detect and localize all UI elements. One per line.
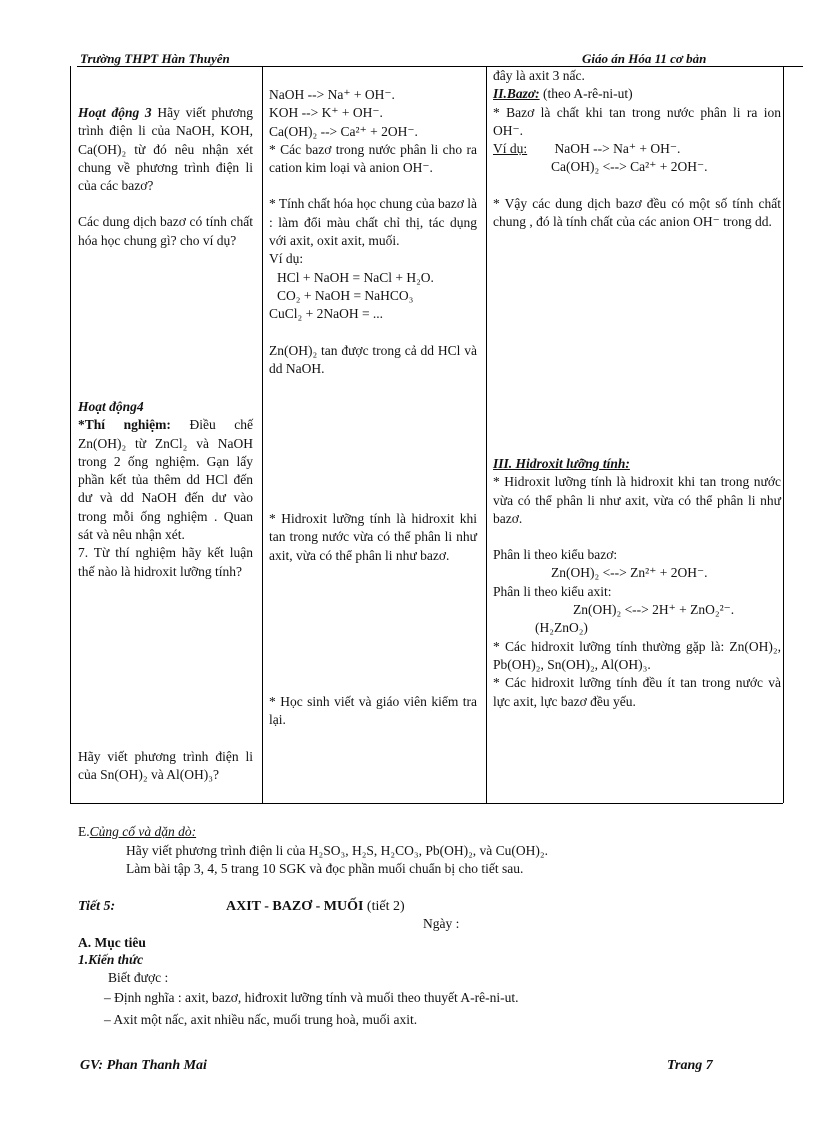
lesson-part: (tiết 2) bbox=[366, 899, 405, 914]
base-example-label: Ví dụ: bbox=[493, 141, 528, 157]
table-border-bottom bbox=[70, 803, 783, 804]
column-teacher-activities-2 bbox=[78, 398, 253, 581]
students-write-note: * Học sinh viết và giáo viên kiểm tra lại. bbox=[269, 694, 477, 728]
note-base-dissociation: * Các bazơ trong nước phân li cho ra cation kim loại và anion OH⁻. bbox=[269, 141, 477, 176]
known-label: Biết được : bbox=[108, 970, 169, 985]
table-border-right bbox=[783, 66, 784, 803]
activity-3 bbox=[78, 104, 253, 195]
header-school: Trường THPT Hàn Thuyên bbox=[80, 51, 230, 66]
question-write-equations: Hãy viết phương trình điện li của Sn(OH)₂ và Al(OH)₃? bbox=[78, 749, 253, 783]
lesson-title: AXIT - BAZƠ - MUỐI bbox=[226, 899, 364, 914]
amphoteric-definition: * Hidroxit lưỡng tính là hidroxit khi tan trong nước vừa có thể phân li như axit, vừa có thể phân li như bazơ. bbox=[493, 474, 781, 526]
section-e-title: Củng cố và dặn dò: bbox=[89, 824, 197, 839]
experiment bbox=[78, 416, 253, 544]
base-definition: * Bazơ là chất khi tan trong nước phân li ra ion OH⁻. bbox=[493, 104, 781, 138]
base-example-1 bbox=[493, 140, 781, 158]
section-e-line-1: Hãy viết phương trình điện li của H₂SO₃, H₂S, H₂CO₃, Pb(OH)₂, và Cu(OH)₂. bbox=[126, 843, 548, 858]
activity-4-title: Hoạt động4 bbox=[78, 399, 144, 414]
experiment-label: *Thí nghiệm: bbox=[78, 417, 171, 433]
example-label: Ví dụ: bbox=[269, 251, 304, 267]
dissociation-base-equation: Zn(OH)₂ <--> Zn²⁺ + 2OH⁻. bbox=[551, 565, 708, 581]
base-equation-1: NaOH --> Na⁺ + OH⁻. bbox=[554, 141, 681, 157]
amphoteric-section bbox=[493, 455, 781, 711]
lesson-number: Tiết 5: bbox=[78, 899, 116, 914]
base-equation-2: Ca(OH)₂ <--> Ca²⁺ + 2OH⁻. bbox=[551, 159, 708, 175]
activity-3-text: Hãy viết phương trình điện li của NaOH, KOH, Ca(OH)₂ từ đó nêu nhận xét chung về phương trình điện li của các bazơ? bbox=[78, 105, 254, 194]
dissociation-acid-label: Phân li theo kiểu axit: bbox=[493, 583, 612, 599]
column-content bbox=[493, 67, 781, 231]
common-amphoteric-hydroxides: * Các hidroxit lưỡng tính thường gặp là: Zn(OH)₂, Pb(OH)₂, Sn(OH)₂, Al(OH)₃. bbox=[493, 638, 781, 672]
section-e-line-2: Làm bài tập 3, 4, 5 trang 10 SGK và đọc phần muối chuẩn bị cho tiết sau. bbox=[126, 861, 524, 876]
equation-koh: KOH --> K⁺ + OH⁻. bbox=[269, 105, 383, 121]
lesson-title-line bbox=[226, 898, 405, 916]
objective-bullet-1: – Định nghĩa : axit, bazơ, hiđroxit lưỡng tính và muối theo thuyết A-rê-ni-ut. bbox=[104, 990, 519, 1005]
base-common-properties: * Vậy các dung dịch bazơ đều có một số tính chất chung , đó là tính chất của các anion OH⁻ trong dd. bbox=[493, 195, 781, 230]
equation-caoh2: Ca(OH)₂ --> Ca²⁺ + 2OH⁻. bbox=[269, 123, 418, 139]
question-base-properties: Các dung dịch bazơ có tính chất hóa học chung gì? cho ví dụ? bbox=[78, 214, 253, 248]
equation-naoh: NaOH --> Na⁺ + OH⁻. bbox=[269, 87, 395, 102]
objective-bullet-2: – Axit một nấc, axit nhiều nấc, muối trung hoà, muối axit. bbox=[104, 1012, 418, 1027]
dissociation-acid-equation: Zn(OH)₂ <--> 2H⁺ + ZnO₂²⁻. bbox=[573, 602, 735, 618]
activity-3-title: Hoạt động 3 bbox=[78, 105, 152, 120]
dissociation-base-label: Phân li theo kiểu bazơ: bbox=[493, 547, 618, 563]
footer-teacher: GV: Phan Thanh Mai bbox=[80, 1058, 207, 1073]
example-2: CO₂ + NaOH = NaHCO₃ bbox=[277, 287, 414, 303]
example-3: CuCl₂ + 2NaOH = ... bbox=[269, 306, 384, 322]
amphoteric-weakness: * Các hidroxit lưỡng tính đều ít tan trong nước và lực axit, lực bazơ đều yếu. bbox=[493, 675, 781, 709]
base-section-heading bbox=[493, 85, 781, 103]
triprotic-acid-note: đây là axit 3 nấc. bbox=[493, 68, 585, 83]
column-teacher-activities bbox=[78, 104, 253, 250]
footer-page: Trang 7 bbox=[667, 1058, 713, 1073]
lesson-date: Ngày : bbox=[423, 916, 460, 931]
table-border-col2 bbox=[486, 66, 487, 803]
base-properties: * Tính chất hóa học chung của bazơ là : làm đổi màu chất chỉ thị, tác dụng với axit, oxit axit, muối. bbox=[269, 196, 477, 249]
zn-hydroxide-note: Zn(OH)₂ tan được trong cả dd HCl và dd NaOH. bbox=[269, 342, 477, 376]
base-subtitle: (theo A-rê-ni-ut) bbox=[543, 86, 633, 102]
section-e-label: E. bbox=[78, 824, 90, 839]
table-border-col1 bbox=[262, 66, 263, 803]
example-1: HCl + NaOH = NaCl + H₂O. bbox=[277, 269, 434, 285]
experiment-text: Điều chế Zn(OH)₂ từ ZnCl₂ và NaOH trong 2 ống nghiệm. Gạn lấy phần kết tủa thêm dd HCl đến dư và dd NaOH đến dư vào trong mỗi ống nghiệm . Quan sát và nêu nhận xét. bbox=[78, 417, 254, 543]
header-subject: Giáo án Hóa 11 cơ bản bbox=[582, 51, 707, 66]
amphoteric-title: III. Hidroxit lưỡng tính: bbox=[493, 456, 630, 471]
base-title: II.Bazơ: bbox=[493, 86, 540, 102]
zincic-acid-formula: (H₂ZnO₂) bbox=[535, 620, 588, 636]
knowledge-heading: 1.Kiến thức bbox=[78, 952, 144, 967]
question-7: 7. Từ thí nghiệm hãy kết luận thế nào là hidroxit lưỡng tính? bbox=[78, 545, 253, 579]
section-e-heading bbox=[78, 823, 196, 841]
column-student-activities bbox=[269, 86, 477, 378]
table-border-left bbox=[70, 66, 71, 803]
objectives-heading: A. Mục tiêu bbox=[78, 935, 146, 950]
hydroxide-definition-student: * Hidroxit lưỡng tính là hidroxit khi tan trong nước vừa có thể phân li như axit, vừa có thể phân li như bazơ. bbox=[269, 511, 477, 563]
